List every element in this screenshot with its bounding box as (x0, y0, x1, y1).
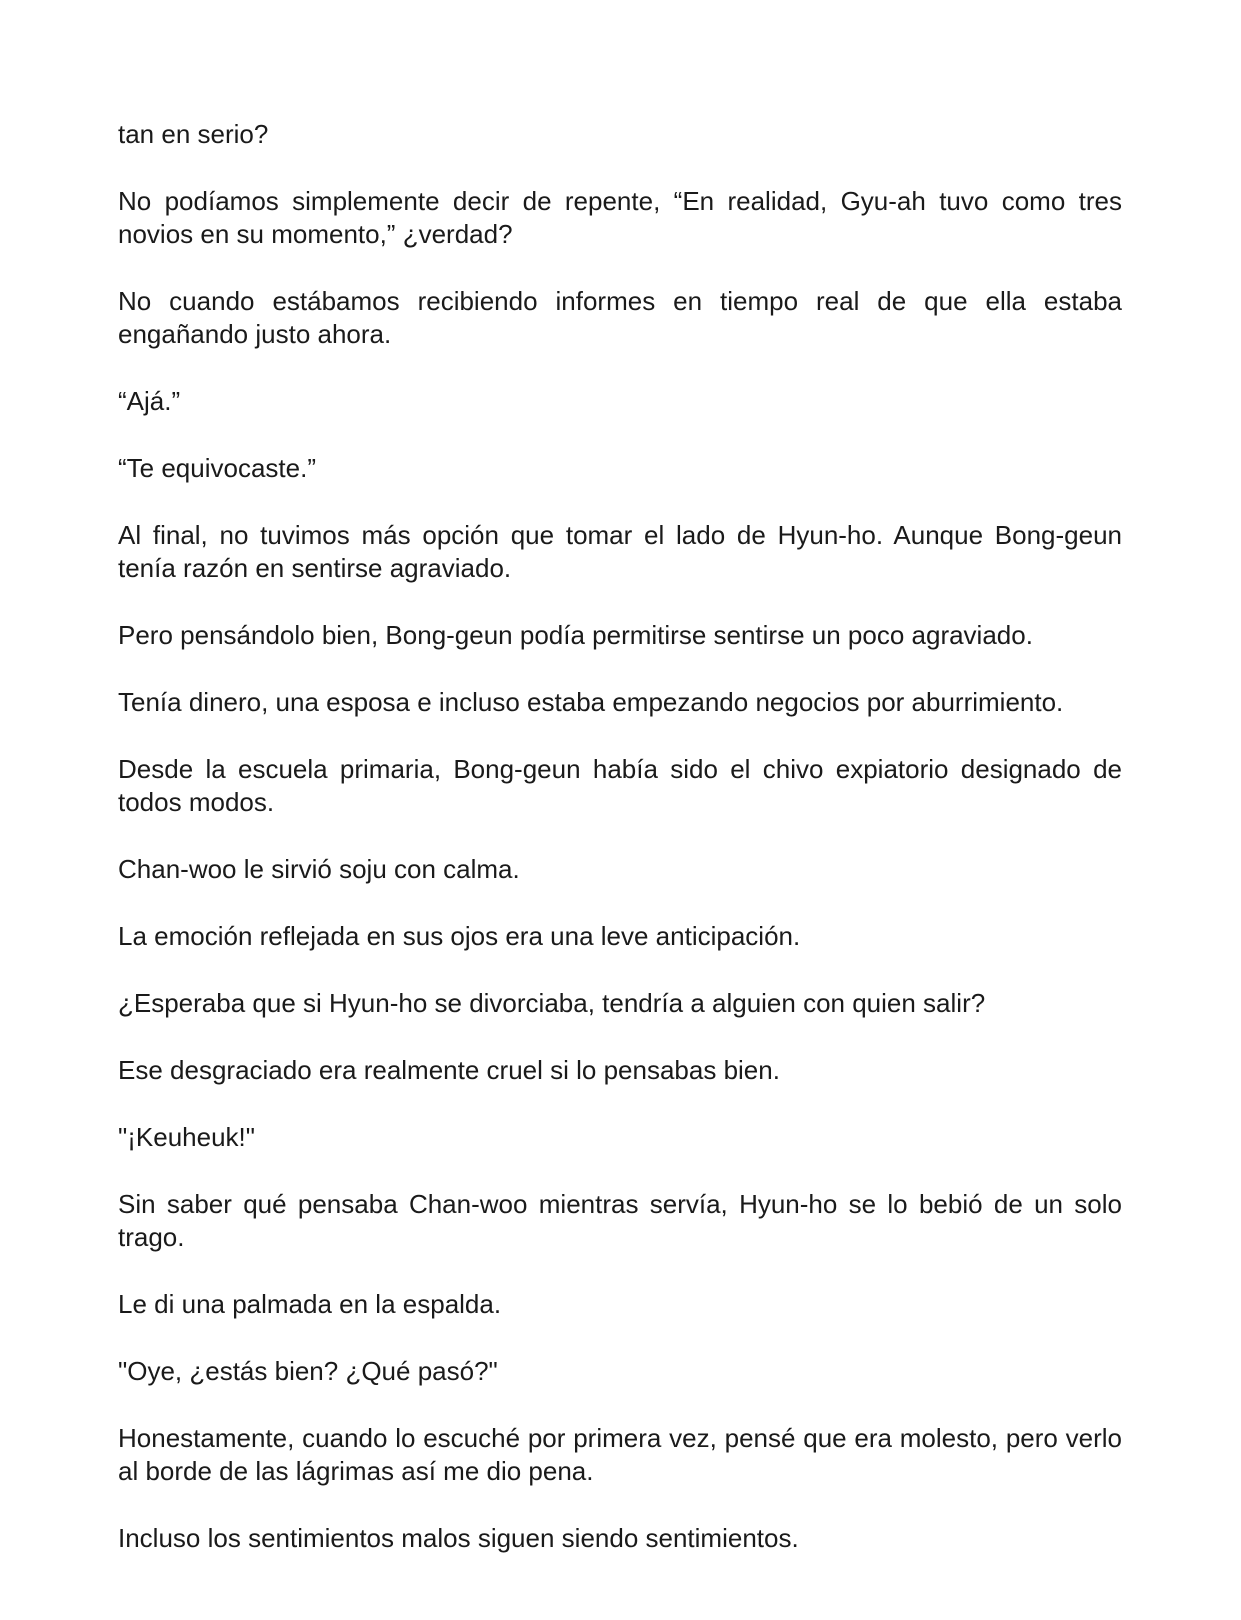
document-body (118, 118, 1122, 1555)
paragraph: tan en serio? (118, 119, 269, 149)
paragraph: “Te equivocaste.” (118, 453, 316, 483)
paragraph: No podíamos simplemente decir de repente, “En realidad, Gyu-ah tuvo como tres novios en su momento,” ¿verdad? (118, 186, 1122, 249)
paragraph: “Ajá.” (118, 386, 181, 416)
paragraph: "¡Keuheuk!" (118, 1122, 255, 1152)
paragraph: La emoción reflejada en sus ojos era una leve anticipación. (118, 921, 801, 951)
paragraph: Tenía dinero, una esposa e incluso estaba empezando negocios por aburrimiento. (118, 687, 1064, 717)
paragraph: No cuando estábamos recibiendo informes en tiempo real de que ella estaba engañando justo ahora. (118, 286, 1122, 349)
paragraph: Chan-woo le sirvió soju con calma. (118, 854, 520, 884)
paragraph: Al final, no tuvimos más opción que tomar el lado de Hyun-ho. Aunque Bong-geun tenía razón en sentirse agraviado. (118, 520, 1122, 583)
paragraph: Incluso los sentimientos malos siguen siendo sentimientos. (118, 1523, 799, 1553)
paragraph: Pero pensándolo bien, Bong-geun podía permitirse sentirse un poco agraviado. (118, 620, 1033, 650)
paragraph: Ese desgraciado era realmente cruel si lo pensabas bien. (118, 1055, 780, 1085)
paragraph: Desde la escuela primaria, Bong-geun había sido el chivo expiatorio designado de todos modos. (118, 754, 1122, 817)
paragraph: Sin saber qué pensaba Chan-woo mientras servía, Hyun-ho se lo bebió de un solo trago. (118, 1189, 1122, 1252)
paragraph: "Oye, ¿estás bien? ¿Qué pasó?" (118, 1356, 498, 1386)
paragraph: Honestamente, cuando lo escuché por primera vez, pensé que era molesto, pero verlo al borde de las lágrimas así me dio pena. (118, 1423, 1122, 1486)
paragraph: Le di una palmada en la espalda. (118, 1289, 502, 1319)
paragraph: ¿Esperaba que si Hyun-ho se divorciaba, tendría a alguien con quien salir? (118, 988, 986, 1018)
